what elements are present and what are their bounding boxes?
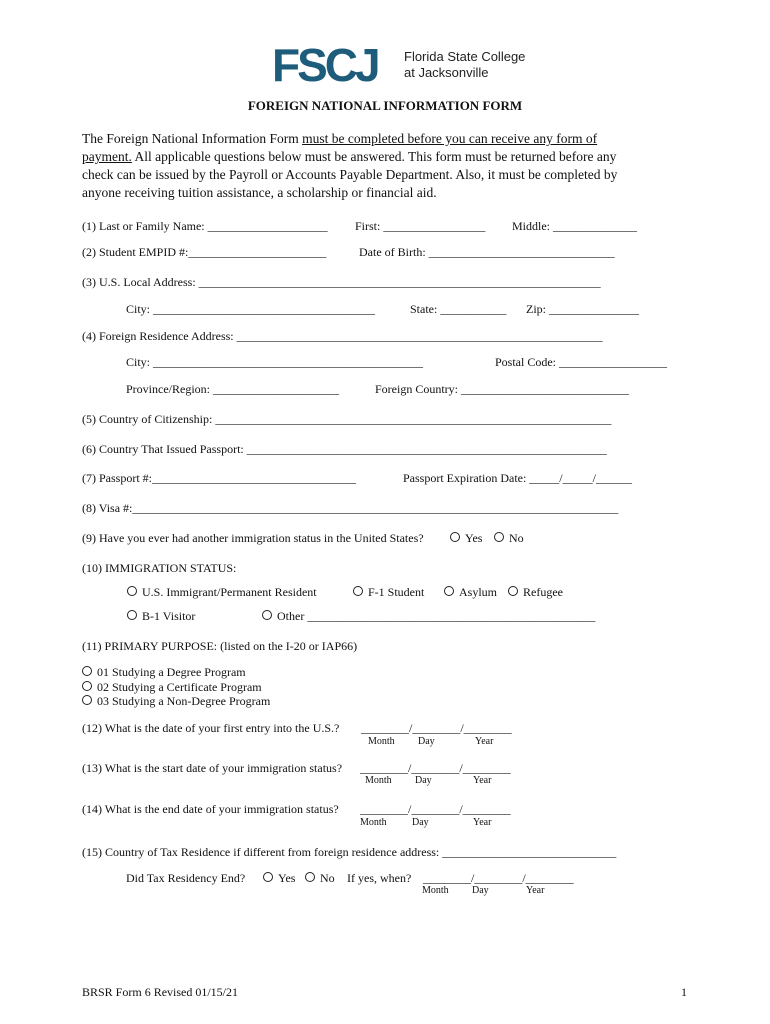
q2-date-of-birth[interactable]: Date of Birth: _______________________________ — [359, 245, 615, 259]
q10-heading: (10) IMMIGRATION STATUS: — [82, 561, 237, 575]
q3-zip[interactable]: Zip: _______________ — [526, 302, 639, 316]
intro-line2-b: All applicable questions below must be answered. This form must be returned before any — [131, 149, 617, 164]
q15-month-label: Month — [422, 885, 449, 896]
radio-icon[interactable] — [508, 586, 518, 596]
q14-month-label: Month — [360, 817, 387, 828]
fscj-logo — [272, 39, 526, 98]
q10-option-b1-visitor[interactable]: B-1 Visitor — [127, 609, 195, 624]
q9-question: (9) Have you ever had another immigration status in the United States? — [82, 531, 424, 545]
radio-icon[interactable] — [127, 586, 137, 596]
q11-option-degree[interactable]: 01 Studying a Degree Program — [82, 665, 246, 680]
radio-icon[interactable] — [305, 872, 315, 882]
q11-option-non-degree[interactable]: 03 Studying a Non-Degree Program — [82, 694, 270, 709]
q10-option-refugee[interactable]: Refugee — [508, 585, 563, 600]
logo-line1: Florida State College — [404, 49, 526, 64]
q14-year-label: Year — [473, 817, 492, 828]
q5-citizenship[interactable]: (5) Country of Citizenship: __________________________________________________________________ — [82, 412, 612, 426]
q13-month-label: Month — [365, 775, 392, 786]
radio-icon[interactable] — [127, 610, 137, 620]
q6-passport-country[interactable]: (6) Country That Issued Passport: ____________________________________________________________ — [82, 442, 607, 456]
q8-visa-number[interactable]: (8) Visa #:_________________________________________________________________________________ — [82, 501, 619, 515]
q14-date-field[interactable]: ________/________/________ — [360, 802, 511, 816]
q3-city[interactable]: City: _____________________________________ — [126, 302, 376, 316]
q2-empid[interactable]: (2) Student EMPID #:_______________________ — [82, 245, 327, 259]
q14-day-label: Day — [412, 817, 429, 828]
q4-postal-code[interactable]: Postal Code: __________________ — [495, 355, 668, 369]
q9-no-option[interactable]: No — [494, 531, 524, 546]
q4-foreign-address[interactable]: (4) Foreign Residence Address: _____________________________________________________________ — [82, 329, 603, 343]
radio-icon[interactable] — [444, 586, 454, 596]
q12-question: (12) What is the date of your first entry into the U.S.? — [82, 721, 340, 735]
radio-icon[interactable] — [263, 872, 273, 882]
q15-day-label: Day — [472, 885, 489, 896]
q1-first-name[interactable]: First: _________________ — [355, 219, 486, 233]
q13-date-field[interactable]: ________/________/________ — [360, 761, 511, 775]
q10-option-asylum[interactable]: Asylum — [444, 585, 497, 600]
intro-line4: anyone receiving tuition assistance, a scholarship or financial aid. — [82, 185, 437, 200]
q3-us-address[interactable]: (3) U.S. Local Address: ___________________________________________________________________ — [82, 275, 601, 289]
q14-question: (14) What is the end date of your immigration status? — [82, 802, 339, 816]
q13-question: (13) What is the start date of your immigration status? — [82, 761, 343, 775]
radio-icon[interactable] — [82, 681, 92, 691]
intro-line2-a: payment. — [82, 149, 132, 164]
logo-acronym: FSCJ — [272, 39, 378, 91]
q15-date-field[interactable]: ________/________/________ — [423, 871, 574, 885]
q10-option-f1-student[interactable]: F-1 Student — [353, 585, 424, 600]
q10-option-other[interactable]: Other ________________________________________________ — [262, 609, 595, 624]
intro-paragraph — [82, 130, 617, 202]
q15-no-option[interactable]: No — [305, 871, 335, 886]
q12-day-label: Day — [418, 736, 435, 747]
q15-tax-residence[interactable]: (15) Country of Tax Residence if different from foreign residence address: _____________________________ — [82, 845, 617, 859]
q15-yes-option[interactable]: Yes — [263, 871, 295, 886]
intro-line3: check can be issued by the Payroll or Accounts Payable Department. Also, it must be completed by — [82, 167, 618, 182]
q3-state[interactable]: State: ___________ — [410, 302, 507, 316]
q9-yes-option[interactable]: Yes — [450, 531, 482, 546]
intro-line1-b: must be completed before you can receive any form of — [302, 131, 598, 146]
q4-province[interactable]: Province/Region: _____________________ — [126, 382, 339, 396]
q1-middle-name[interactable]: Middle: ______________ — [512, 219, 637, 233]
q7-passport-expiration[interactable]: Passport Expiration Date: _____/_____/______ — [403, 471, 632, 485]
q13-year-label: Year — [473, 775, 492, 786]
q13-day-label: Day — [415, 775, 432, 786]
q1-last-name[interactable]: (1) Last or Family Name: ____________________ — [82, 219, 328, 233]
footer-page-number: 1 — [681, 985, 687, 999]
q4-foreign-country[interactable]: Foreign Country: ____________________________ — [375, 382, 629, 396]
q12-year-label: Year — [475, 736, 494, 747]
radio-icon[interactable] — [82, 666, 92, 676]
q12-date-field[interactable]: ________/________/________ — [361, 721, 512, 735]
q15-residency-ended: Did Tax Residency End? — [126, 871, 246, 885]
q12-month-label: Month — [368, 736, 395, 747]
radio-icon[interactable] — [262, 610, 272, 620]
q15-year-label: Year — [526, 885, 545, 896]
q15-if-yes-when: If yes, when? — [347, 871, 412, 885]
form-title: FOREIGN NATIONAL INFORMATION FORM — [247, 98, 523, 113]
radio-icon[interactable] — [82, 695, 92, 705]
q4-city[interactable]: City: _____________________________________________ — [126, 355, 424, 369]
intro-line1-a: The Foreign National Information Form — [82, 131, 303, 146]
radio-icon[interactable] — [494, 532, 504, 542]
q11-option-certificate[interactable]: 02 Studying a Certificate Program — [82, 680, 262, 695]
radio-icon[interactable] — [450, 532, 460, 542]
logo-line2: at Jacksonville — [404, 65, 489, 80]
footer-form-id: BRSR Form 6 Revised 01/15/21 — [82, 985, 239, 999]
radio-icon[interactable] — [353, 586, 363, 596]
q10-option-permanent-resident[interactable]: U.S. Immigrant/Permanent Resident — [127, 585, 317, 600]
q7-passport-number[interactable]: (7) Passport #:__________________________________ — [82, 471, 356, 485]
q11-heading: (11) PRIMARY PURPOSE: (listed on the I-20 or IAP66) — [82, 639, 358, 653]
